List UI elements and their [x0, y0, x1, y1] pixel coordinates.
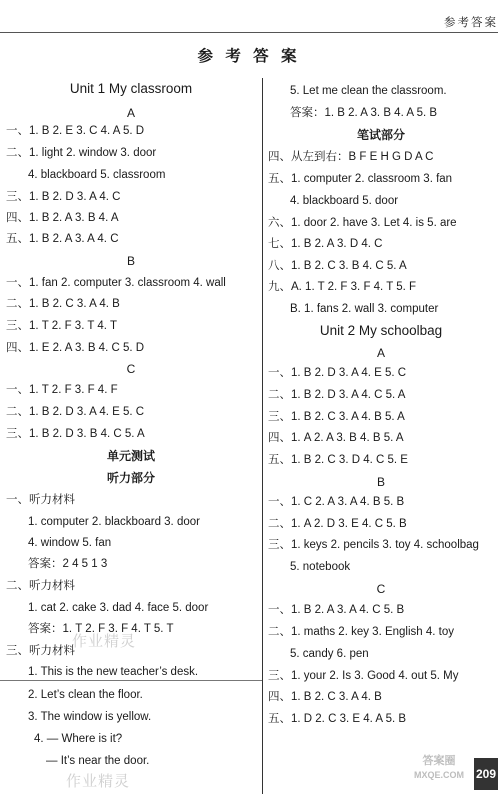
answer-line: 二、1. B 2. D 3. A 4. E 5. C [6, 406, 145, 418]
answer-line: 三、1. B 2. D 3. A 4. C [6, 191, 121, 203]
header-rule [0, 32, 498, 33]
column-divider [262, 78, 263, 794]
section-label: C [126, 362, 136, 376]
answer-line: 四、1. E 2. A 3. B 4. C 5. D [6, 342, 145, 354]
answer-line: 五、1. B 2. A 3. A 4. C [6, 233, 119, 245]
answer-line: 4. blackboard 5. classroom [28, 169, 166, 181]
page-break-line [0, 680, 262, 681]
answer-line: 一、1. T 2. F 3. F 4. F [6, 384, 118, 396]
watermark-text: 作业精灵 [66, 773, 131, 790]
answer-line: 3. The window is yellow. [28, 711, 152, 723]
answer-line: 2. Let’s clean the floor. [28, 689, 143, 701]
answer-line: 三、1. B 2. C 3. A 4. B 5. A [268, 411, 405, 423]
answer-line: 四、从左到右：B F E H G D A C [268, 151, 434, 163]
site-logo-text: 答案圈 [422, 755, 456, 767]
answer-line: 四、1. B 2. C 3. A 4. B [268, 691, 382, 703]
watermark-text: 作业精灵 [72, 633, 137, 650]
answer-line: 三、1. T 2. F 3. T 4. T [6, 320, 117, 332]
answer-line: 三、1. your 2. Is 3. Good 4. out 5. My [268, 670, 459, 682]
section-label: A [376, 346, 385, 360]
answer-line: — It’s near the door. [46, 755, 150, 767]
answer-line: 三、听力材料 [6, 645, 75, 657]
answer-line: 八、1. B 2. C 3. B 4. C 5. A [268, 260, 407, 272]
answer-line: 三、1. B 2. D 3. B 4. C 5. A [6, 428, 145, 440]
answer-line: 二、听力材料 [6, 580, 75, 592]
answer-line: 二、1. maths 2. key 3. English 4. toy [268, 626, 454, 638]
answer-line: 一、1. fan 2. computer 3. classroom 4. wall [6, 277, 226, 289]
site-watermark-logo [406, 754, 472, 790]
section-label: B [376, 475, 385, 489]
test-title: 单元测试 [106, 449, 155, 463]
answer-line: 答案：1. T 2. F 3. F 4. T 5. T [28, 623, 174, 635]
written-title: 笔试部分 [356, 128, 405, 142]
answer-line: 一、1. B 2. D 3. A 4. E 5. C [268, 367, 407, 379]
answer-line: 二、1. B 2. D 3. A 4. C 5. A [268, 389, 406, 401]
answer-line: 5. Let me clean the classroom. [290, 85, 447, 97]
running-header: 参考答案 [444, 17, 498, 29]
answer-line: 一、1. B 2. E 3. C 4. A 5. D [6, 125, 145, 137]
section-label: C [376, 582, 386, 596]
page-number: 209 [474, 758, 498, 790]
answer-line: 五、1. B 2. C 3. D 4. C 5. E [268, 454, 408, 466]
answer-line: 一、1. C 2. A 3. A 4. B 5. B [268, 496, 405, 508]
answer-line: 一、1. B 2. A 3. A 4. C 5. B [268, 604, 405, 616]
answer-line: 七、1. B 2. A 3. D 4. C [268, 238, 383, 250]
answer-line: 四、1. A 2. A 3. B 4. B 5. A [268, 432, 404, 444]
answer-line: 六、1. door 2. have 3. Let 4. is 5. are [268, 217, 457, 229]
answer-line: 五、1. D 2. C 3. E 4. A 5. B [268, 713, 407, 725]
answer-line: 答案：2 4 5 1 3 [28, 558, 108, 570]
listening-title: 听力部分 [106, 471, 155, 485]
answer-line: 三、1. keys 2. pencils 3. toy 4. schoolbag [268, 539, 479, 551]
answer-line: 答案：1. B 2. A 3. B 4. A 5. B [290, 107, 438, 119]
section-label: B [126, 254, 135, 268]
answer-line: 一、听力材料 [6, 494, 75, 506]
answer-line: 5. notebook [290, 561, 351, 573]
answer-line: 二、1. light 2. window 3. door [6, 147, 157, 159]
answer-line: 1. cat 2. cake 3. dad 4. face 5. door [28, 602, 209, 614]
answer-line: B. 1. fans 2. wall 3. computer [290, 303, 439, 315]
answer-line: 1. computer 2. blackboard 3. door [28, 516, 200, 528]
answer-line: 二、1. A 2. D 3. E 4. C 5. B [268, 518, 407, 530]
answer-line: 二、1. B 2. C 3. A 4. B [6, 298, 120, 310]
answer-line: 五、1. computer 2. classroom 3. fan [268, 173, 453, 185]
section-label: A [126, 106, 135, 120]
answer-line: 4. — Where is it? [34, 733, 123, 745]
unit-title: Unit 2 My schoolbag [319, 323, 443, 338]
answer-line: 1. This is the new teacher’s desk. [28, 666, 199, 678]
answer-line: 九、A. 1. T 2. F 3. F 4. T 5. F [268, 281, 417, 293]
answer-line: 4. blackboard 5. door [290, 195, 399, 207]
site-url-text: MXQE.COM [413, 770, 464, 780]
answer-line: 四、1. B 2. A 3. B 4. A [6, 212, 119, 224]
answer-line: 4. window 5. fan [28, 537, 112, 549]
answer-line: 5. candy 6. pen [290, 648, 369, 660]
page-title: 参 考 答 案 [197, 48, 301, 65]
unit-title: Unit 1 My classroom [69, 81, 193, 96]
